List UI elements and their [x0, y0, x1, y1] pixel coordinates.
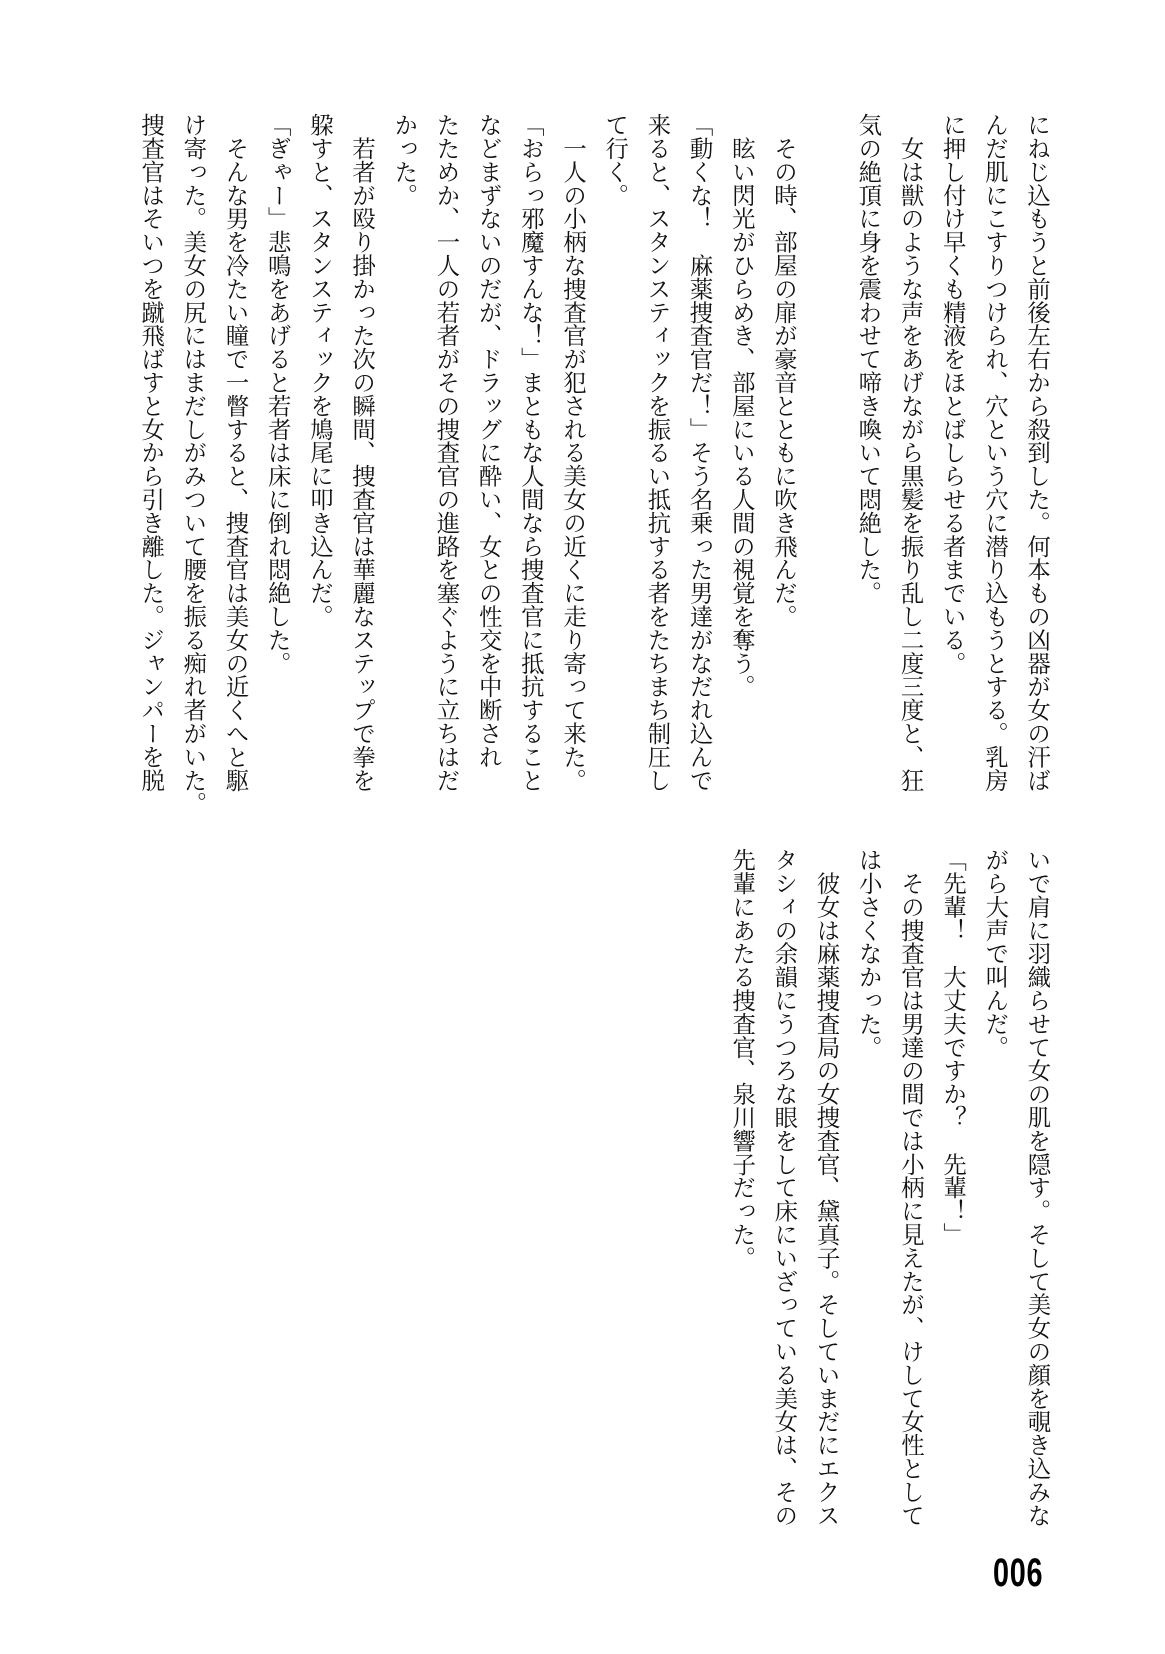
text-column: いで肩に羽織らせて女の肌を隠す。そして美女の顔を覗き込みな [1023, 848, 1052, 1527]
lower-text-block [721, 848, 1059, 1530]
text-column: かった。 [390, 113, 419, 207]
text-column: て行く。 [601, 113, 630, 207]
page-number: 006 [993, 1551, 1044, 1595]
text-column: け寄った。美女の尻にはまだしがみついて腰を振る痴れ者がいた。 [179, 113, 208, 815]
text-column: 彼女は麻薬捜査局の女捜査官、黛真子。そしていまだにエクス [812, 848, 841, 1527]
text-column: 眩い閃光がひらめき、部屋にいる人間の視覚を奪う。 [727, 113, 756, 698]
text-column: その捜査官は男達の間では小柄に見えたが、けして女性として [896, 848, 925, 1527]
text-column: その時、部屋の扉が豪音とともに吹き飛んだ。 [770, 113, 798, 628]
text-column: 「動くな！ 麻薬捜査官だ！」そう名乗った男達がなだれ込んで [685, 113, 714, 792]
text-column: がら大声で叫んだ。 [981, 848, 1010, 1059]
upper-text-block [130, 113, 1058, 815]
text-column: 「おらっ邪魔すんな！」まともな人間なら捜査官に抵抗すること [516, 113, 545, 792]
text-column: は小さくなかった。 [854, 848, 883, 1059]
text-column [805, 113, 847, 795]
text-column: などまずないのだが、ドラッグに酔い、女との性交を中断され [474, 113, 503, 769]
text-column: 女は獣のような声をあげながら黒髪を振り乱し二度三度と、狂 [896, 113, 925, 792]
text-column: たためか、一人の若者がその捜査官の進路を塞ぐように立ちはだ [432, 113, 461, 792]
text-column: 来ると、スタンスティックを振るい抵抗する者をたちまち制圧し [643, 113, 672, 792]
text-column: 若者が殴り掛かった次の瞬間、捜査官は華麗なステップで拳を [348, 113, 377, 792]
text-column: んだ肌にこすりつけられ、穴という穴に潜り込もうとする。乳房 [980, 113, 1009, 792]
text-column: に押し付け早くも精液をほとばしらせる者までいる。 [938, 113, 967, 675]
text-column: タシィの余韻にうつろな眼をして床にいざっている美女は、その [770, 848, 799, 1527]
text-column: 「ぎゃー」悲鳴をあげると若者は床に倒れ悶絶した。 [263, 113, 292, 675]
text-column: 気の絶頂に身を震わせて啼き喚いて悶絶した。 [854, 113, 883, 605]
text-column: 「先輩！ 大丈夫ですか？ 先輩！」 [939, 848, 968, 1246]
text-column: 先輩にあたる捜査官、泉川響子だった。 [728, 848, 757, 1270]
text-column: 一人の小柄な捜査官が犯される美女の近くに走り寄って来た。 [559, 113, 588, 792]
text-column: 捜査官はそいつを蹴飛ばすと女から引き離した。ジャンパーを脱 [137, 113, 166, 792]
text-column: そんな男を冷たい瞳で一瞥すると、捜査官は美女の近くへと駆 [221, 113, 250, 792]
text-column: 躱すと、スタンスティックを鳩尾に叩き込んだ。 [305, 113, 334, 628]
text-column: にねじ込もうと前後左右から殺到した。何本もの凶器が女の汗ば [1023, 113, 1052, 792]
